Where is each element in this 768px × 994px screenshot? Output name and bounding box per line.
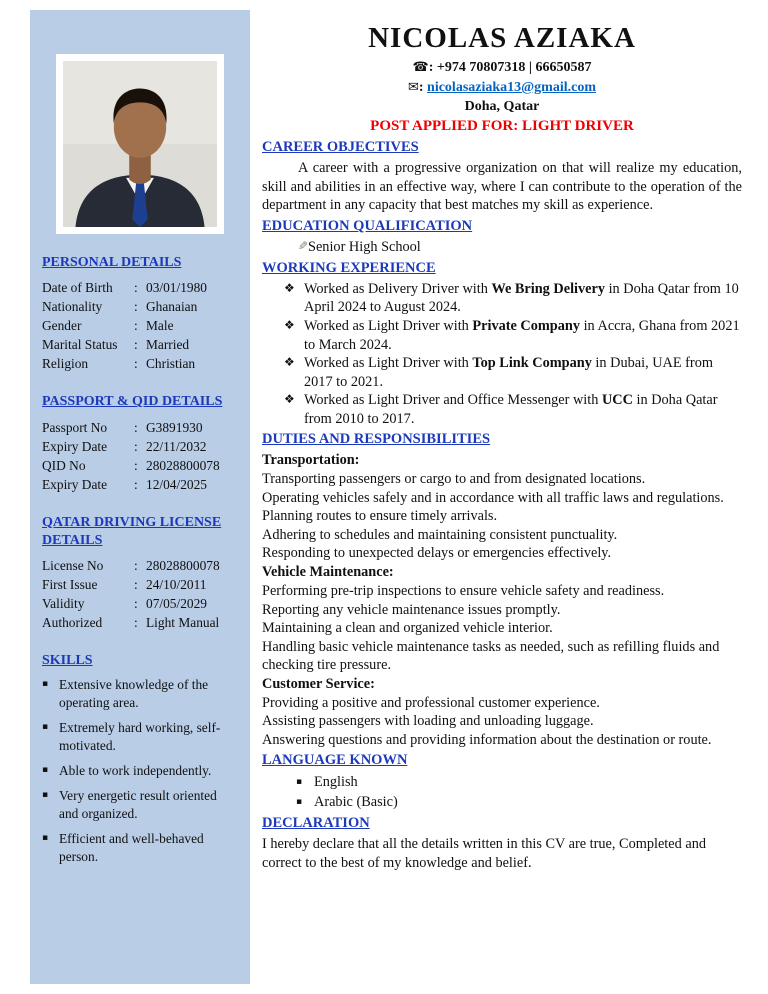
experience-item <box>284 280 742 317</box>
colon-separator: : <box>134 337 138 353</box>
duty-line: Adhering to schedules and maintaining consistent punctuality. <box>262 526 618 543</box>
pencil-bullet-icon: ✎ <box>297 238 308 253</box>
square-bullet-icon: ▪ <box>42 833 49 844</box>
experience-company: UCC <box>601 392 633 409</box>
square-bullet-icon: ▪ <box>42 765 49 776</box>
section-career-objectives <box>262 138 742 215</box>
experience-post: in Doha Qatar from 10 April 2024 to August 2024. <box>304 280 739 316</box>
diamond-bullet-icon: ❖ <box>284 280 295 295</box>
skill-item <box>42 830 238 865</box>
colon-separator: : <box>134 356 138 372</box>
duty-group-transportation <box>262 451 742 563</box>
experience-pre: Worked as Delivery Driver with <box>304 280 492 297</box>
candidate-name: NICOLAS AZIAKA <box>368 22 636 54</box>
detail-value: Ghanaian <box>146 299 198 315</box>
education-text: Senior High School <box>308 238 421 255</box>
square-bullet-icon: ▪ <box>296 797 303 808</box>
detail-value: Light Manual <box>146 615 220 631</box>
duty-line: Maintaining a clean and organized vehicle interior. <box>262 620 553 637</box>
section-skills <box>42 652 238 865</box>
email-line <box>262 78 742 97</box>
detail-label: Date of Birth <box>42 280 113 296</box>
experience-company: Private Company <box>472 318 581 334</box>
detail-value: 28028800078 <box>146 558 220 574</box>
duty-group-heading: Customer Service: <box>262 675 375 692</box>
duty-line: Providing a positive and professional customer experience. <box>262 694 600 711</box>
detail-value: 12/04/2025 <box>146 476 208 492</box>
diamond-bullet-icon: ❖ <box>284 355 295 370</box>
colon-separator: : <box>134 318 138 334</box>
diamond-bullet-icon: ❖ <box>284 318 295 332</box>
detail-row <box>42 437 238 456</box>
skill-text: Extremely hard working, self-motivated. <box>59 720 221 753</box>
detail-label: First Issue <box>42 577 98 593</box>
duty-line: Handling basic vehicle maintenance tasks as needed, such as refilling fluids and checking tire pressure. <box>262 638 720 674</box>
photo-frame <box>56 54 224 234</box>
experience-text <box>304 391 742 428</box>
language-text: Arabic (Basic) <box>314 794 398 811</box>
duty-group-heading: Transportation: <box>262 452 360 469</box>
colon-separator: : <box>134 558 138 574</box>
detail-value: Male <box>146 318 174 334</box>
section-declaration <box>262 814 742 873</box>
duty-line: Reporting any vehicle maintenance issues promptly. <box>262 601 561 618</box>
detail-row <box>42 556 238 575</box>
education-item <box>284 238 742 257</box>
main-content <box>262 10 742 984</box>
phone-line <box>262 58 742 77</box>
square-bullet-icon: ▪ <box>42 790 49 801</box>
colon-separator: : <box>428 60 434 76</box>
square-bullet-icon: ▪ <box>42 722 49 733</box>
duty-line: Planning routes to ensure timely arrivals. <box>262 508 498 525</box>
experience-pre: Worked as Light Driver with <box>304 355 473 372</box>
detail-row <box>42 316 238 335</box>
cv-header <box>262 22 742 135</box>
experience-post: in Doha Qatar from 2010 to 2017. <box>304 392 718 427</box>
detail-value: 22/11/2032 <box>146 438 207 454</box>
colon-separator: : <box>134 476 138 492</box>
duty-group-vehicle-maintenance <box>262 563 742 675</box>
section-working-experience <box>262 259 742 428</box>
section-passport-qid <box>42 393 238 493</box>
duties-title: DUTIES AND RESPONSIBILITIES <box>262 431 491 448</box>
skill-item <box>42 676 238 711</box>
skill-text: Able to work independently. <box>59 763 212 779</box>
detail-value: G3891930 <box>146 419 203 435</box>
detail-label: Passport No <box>42 419 108 435</box>
skill-text: Very energetic result oriented and organized. <box>59 788 217 821</box>
language-title: LANGUAGE KNOWN <box>262 752 408 769</box>
detail-label: Expiry Date <box>42 438 108 454</box>
detail-value: 28028800078 <box>146 457 220 473</box>
colon-separator: : <box>134 596 138 612</box>
skill-text: Extensive knowledge of the operating area. <box>59 677 209 710</box>
experience-post: in Accra, Ghana from 2021 to March 2024. <box>304 318 740 353</box>
detail-label: Religion <box>42 356 89 372</box>
email-icon: ✉ <box>407 79 419 95</box>
section-personal-details <box>42 254 238 373</box>
colon-separator: : <box>134 615 138 631</box>
detail-row <box>42 475 238 494</box>
experience-text <box>304 317 742 354</box>
personal-details-title: PERSONAL DETAILS <box>42 255 182 270</box>
colon-separator: : <box>134 280 138 296</box>
experience-company: Top Link Company <box>472 355 592 372</box>
detail-row <box>42 354 238 373</box>
colon-separator: : <box>134 419 138 435</box>
email-link[interactable]: nicolasaziaka13@gmail.com <box>427 79 597 95</box>
detail-row <box>42 278 238 297</box>
section-education <box>262 217 742 257</box>
colon-separator: : <box>134 299 138 315</box>
detail-row <box>42 575 238 594</box>
experience-item <box>284 317 742 354</box>
experience-pre: Worked as Light Driver with <box>304 318 473 334</box>
detail-row <box>42 613 238 632</box>
career-objectives-title: CAREER OBJECTIVES <box>262 139 419 156</box>
experience-pre: Worked as Light Driver and Office Messenger with <box>304 392 602 409</box>
experience-post: in Dubai, UAE from 2017 to 2021. <box>304 355 713 390</box>
duty-group-heading: Vehicle Maintenance: <box>262 564 394 581</box>
diamond-bullet-icon: ❖ <box>284 392 295 407</box>
experience-item <box>284 354 742 391</box>
square-bullet-icon: ▪ <box>42 679 49 690</box>
colon-separator: : <box>134 577 138 593</box>
section-duties <box>262 430 742 749</box>
colon-separator: : <box>418 79 424 95</box>
career-objectives-text: A career with a progressive organization on that will realize my education, skill and abilities in an effective way, where I can contribute to the operation of the department in any capacity that best matches my skill as experience. <box>262 160 742 214</box>
detail-label: QID No <box>42 457 86 473</box>
phone-number: +974 70807318 | 66650587 <box>436 60 592 76</box>
sidebar <box>30 10 250 984</box>
section-driving-license <box>42 514 238 633</box>
detail-row <box>42 418 238 437</box>
duty-line: Performing pre-trip inspections to ensure vehicle safety and readiness. <box>262 582 665 599</box>
colon-separator: : <box>134 457 138 473</box>
detail-label: License No <box>42 558 104 574</box>
experience-item <box>284 391 742 428</box>
detail-row <box>42 594 238 613</box>
duty-line: Responding to unexpected delays or emergencies effectively. <box>262 545 612 562</box>
skill-item <box>42 787 238 822</box>
phone-icon: ☎ <box>412 60 429 76</box>
education-title: EDUCATION QUALIFICATION <box>262 217 473 234</box>
duty-line: Assisting passengers with loading and unloading luggage. <box>262 713 594 730</box>
square-bullet-icon: ▪ <box>296 777 303 788</box>
declaration-title: DECLARATION <box>262 815 370 832</box>
detail-label: Nationality <box>42 299 103 315</box>
skill-text: Efficient and well-behaved person. <box>59 831 204 864</box>
working-experience-title: WORKING EXPERIENCE <box>262 260 436 276</box>
detail-label: Marital Status <box>42 337 118 353</box>
detail-value: 07/05/2029 <box>146 596 208 612</box>
duty-group-customer-service <box>262 675 742 750</box>
experience-company: We Bring Delivery <box>491 280 605 297</box>
section-language <box>262 751 742 812</box>
detail-row <box>42 456 238 475</box>
duty-line: Operating vehicles safely and in accordance with all traffic laws and regulations. <box>262 489 724 506</box>
passport-qid-title: PASSPORT & QID DETAILS <box>42 394 223 410</box>
language-text: English <box>314 774 358 791</box>
language-item <box>296 792 742 812</box>
driving-license-title: QATAR DRIVING LICENSE DETAILS <box>42 514 222 548</box>
detail-label: Expiry Date <box>42 476 108 492</box>
portrait-photo <box>63 61 217 227</box>
skills-list <box>42 676 238 865</box>
skill-item <box>42 719 238 754</box>
location-line: Doha, Qatar <box>464 98 540 114</box>
skills-title: SKILLS <box>42 653 93 669</box>
detail-label: Gender <box>42 318 82 334</box>
detail-value: Christian <box>146 356 196 372</box>
detail-value: 03/01/1980 <box>146 280 208 296</box>
detail-value: Married <box>146 337 190 353</box>
experience-text <box>304 280 742 317</box>
duty-line: Answering questions and providing information about the destination or route. <box>262 731 712 748</box>
detail-row <box>42 335 238 354</box>
skill-item <box>42 762 238 779</box>
experience-text <box>304 354 742 391</box>
detail-row <box>42 297 238 316</box>
detail-label: Validity <box>42 596 85 612</box>
duty-line: Transporting passengers or cargo to and from designated locations. <box>262 471 646 488</box>
detail-value: 24/10/2011 <box>146 577 207 593</box>
colon-separator: : <box>134 438 138 454</box>
language-item <box>296 772 742 792</box>
declaration-text: I hereby declare that all the details written in this CV are true, Completed and correct to the best of my knowledge and belief. <box>262 836 706 872</box>
detail-label: Authorized <box>42 615 103 631</box>
post-applied: POST APPLIED FOR: LIGHT DRIVER <box>370 118 634 135</box>
